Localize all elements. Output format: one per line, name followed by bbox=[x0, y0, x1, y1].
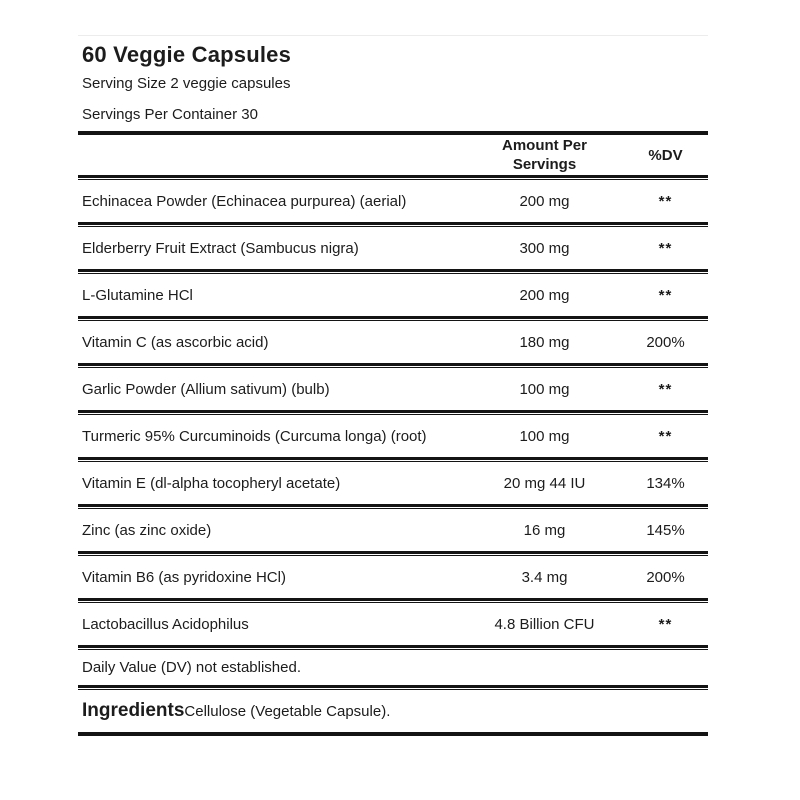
ingredient-row bbox=[78, 180, 708, 222]
ingredient-row bbox=[78, 556, 708, 598]
ingredient-row bbox=[78, 274, 708, 316]
ingredient-dv: ** bbox=[658, 615, 673, 633]
ingredient-name: L-Glutamine HCl bbox=[82, 286, 193, 304]
table-header-row bbox=[78, 135, 708, 175]
ingredient-dv: 145% bbox=[646, 521, 685, 539]
ingredient-name: Elderberry Fruit Extract (Sambucus nigra) bbox=[82, 239, 359, 257]
column-header-amount-line2: Servings bbox=[512, 156, 577, 173]
column-header-amount bbox=[466, 136, 623, 174]
ingredient-name: Vitamin E (dl-alpha tocopheryl acetate) bbox=[82, 474, 341, 492]
dv-footnote: Daily Value (DV) not established. bbox=[82, 659, 301, 676]
ingredient-row bbox=[78, 368, 708, 410]
ingredient-amount: 16 mg bbox=[523, 521, 566, 539]
ingredient-dv: 200% bbox=[646, 568, 685, 586]
ingredient-amount: 200 mg bbox=[519, 286, 570, 304]
ingredient-amount: 20 mg 44 IU bbox=[503, 474, 586, 492]
product-quantity-title: 60 Veggie Capsules bbox=[82, 42, 292, 67]
ingredients-heading: Ingredients bbox=[82, 700, 185, 721]
ingredients-value: Cellulose (Vegetable Capsule). bbox=[184, 703, 391, 720]
ingredient-dv: ** bbox=[658, 286, 673, 304]
ingredient-rows bbox=[78, 180, 708, 650]
ingredient-name: Zinc (as zinc oxide) bbox=[82, 521, 212, 539]
ingredient-amount: 100 mg bbox=[519, 427, 570, 445]
ingredient-name: Echinacea Powder (Echinacea purpurea) (aerial) bbox=[82, 192, 407, 210]
ingredient-dv: ** bbox=[658, 239, 673, 257]
supplement-facts-label bbox=[78, 35, 708, 736]
ingredient-name: Turmeric 95% Curcuminoids (Curcuma longa) (root) bbox=[82, 427, 427, 445]
ingredient-amount: 100 mg bbox=[519, 380, 570, 398]
servings-per-container-text: Servings Per Container 30 bbox=[82, 106, 258, 123]
ingredient-amount: 300 mg bbox=[519, 239, 570, 257]
ingredient-row bbox=[78, 462, 708, 504]
ingredients-row bbox=[78, 690, 708, 732]
column-header-amount-line1: Amount Per bbox=[501, 137, 587, 154]
ingredient-dv: ** bbox=[658, 427, 673, 445]
ingredient-row bbox=[78, 603, 708, 645]
ingredient-name: Lactobacillus Acidophilus bbox=[82, 615, 249, 633]
ingredient-name: Garlic Powder (Allium sativum) (bulb) bbox=[82, 380, 330, 398]
ingredient-amount: 180 mg bbox=[519, 333, 570, 351]
column-header-dv: %DV bbox=[648, 146, 683, 164]
serving-size-text: Serving Size 2 veggie capsules bbox=[82, 75, 291, 92]
ingredient-row bbox=[78, 227, 708, 269]
ingredient-amount: 200 mg bbox=[519, 192, 570, 210]
ingredient-dv: 200% bbox=[646, 333, 685, 351]
ingredient-amount: 4.8 Billion CFU bbox=[494, 615, 595, 633]
ingredient-name: Vitamin C (as ascorbic acid) bbox=[82, 333, 269, 351]
supplement-facts-table bbox=[78, 131, 708, 736]
ingredient-dv: ** bbox=[658, 380, 673, 398]
ingredient-dv: 134% bbox=[646, 474, 685, 492]
ingredient-name: Vitamin B6 (as pyridoxine HCl) bbox=[82, 568, 286, 586]
ingredient-row bbox=[78, 321, 708, 363]
ingredient-amount: 3.4 mg bbox=[521, 568, 568, 586]
ingredient-row bbox=[78, 415, 708, 457]
ingredient-dv: ** bbox=[658, 192, 673, 210]
ingredient-row bbox=[78, 509, 708, 551]
